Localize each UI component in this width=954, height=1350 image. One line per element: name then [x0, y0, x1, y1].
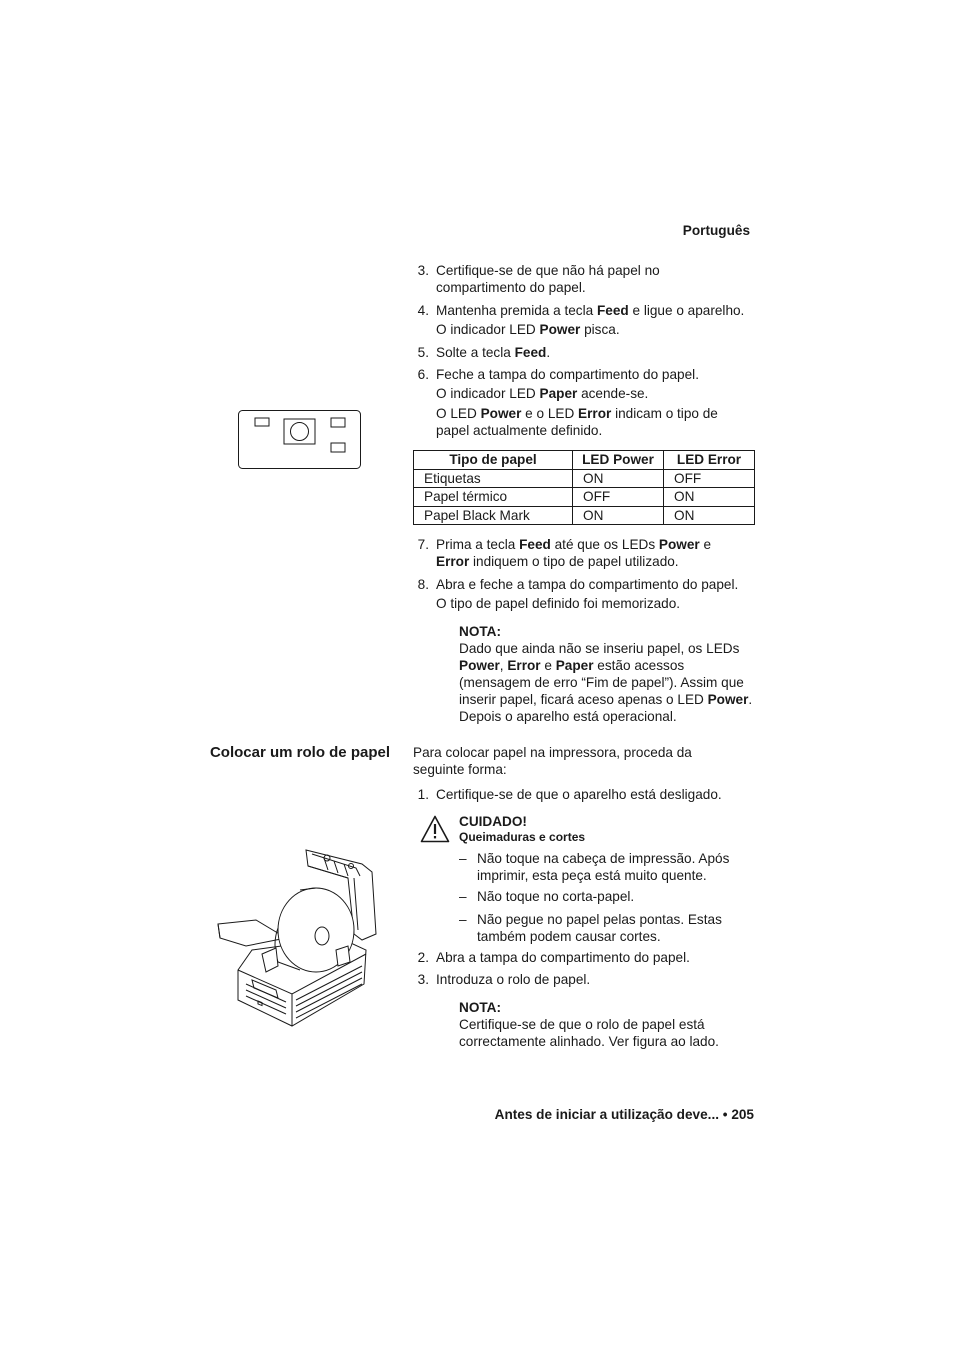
step-text: Mantenha premida a tecla Feed e ligue o aparelho. — [436, 303, 745, 318]
bold-term: Error — [507, 658, 541, 673]
step-text: Introduza o rolo de papel. — [436, 972, 591, 987]
table-row — [414, 469, 755, 488]
step-subtext: O indicador LED Power pisca. — [436, 322, 620, 337]
step-5 — [413, 344, 763, 361]
table-row — [414, 488, 755, 507]
table-cell: Papel Black Mark — [414, 506, 573, 525]
step-number: 1. — [417, 787, 429, 802]
warning-icon — [420, 815, 450, 843]
table-row — [414, 506, 755, 525]
step-8 — [413, 576, 763, 612]
step-4 — [413, 302, 763, 338]
dash-bullet: – — [459, 889, 467, 904]
table-header-row — [414, 451, 755, 470]
step-text: Abra e feche a tampa do compartimento do papel. — [436, 577, 739, 592]
step-text: Certifique-se de que não há papel no compartimento do papel. — [436, 263, 660, 295]
paper-type-table — [413, 450, 755, 525]
caution-item — [459, 888, 759, 905]
bold-term: Paper — [539, 386, 578, 401]
step-text: Prima a tecla Feed até que os LEDs Power e Error indiquem o tipo de papel utilizado. — [436, 537, 712, 569]
step-number: 6. — [417, 367, 429, 382]
caution-item-text: Não toque na cabeça de impressão. Após imprimir, esta peça está muito quente. — [477, 851, 730, 883]
step-7 — [413, 536, 763, 570]
step-subtext: O indicador LED Paper acende-se. — [436, 386, 649, 401]
caution-item-text: Não toque no corta-papel. — [477, 889, 635, 904]
bold-term: Power — [480, 406, 522, 421]
step-6 — [413, 366, 763, 439]
table-header: LED Error — [664, 451, 755, 470]
table-cell: ON — [664, 488, 755, 507]
step-text: Solte a tecla Feed. — [436, 345, 551, 360]
table-cell: ON — [664, 506, 755, 525]
led-panel-illustration — [238, 410, 362, 470]
section-title: Colocar um rolo de papel — [209, 744, 390, 761]
language-header: Português — [682, 223, 750, 238]
table-cell: OFF — [664, 469, 755, 488]
step-number: 2. — [417, 950, 429, 965]
step-text: Certifique-se de que o aparelho está desligado. — [436, 787, 722, 802]
note-title: NOTA: — [459, 1000, 502, 1015]
caution-block — [459, 813, 759, 845]
step-number: 5. — [417, 345, 429, 360]
step-text: Abra a tampa do compartimento do papel. — [436, 950, 690, 965]
step-text: Feche a tampa do compartimento do papel. — [436, 367, 699, 382]
bold-term: Feed — [519, 537, 551, 552]
table-cell: OFF — [573, 488, 664, 507]
table-header: Tipo de papel — [414, 451, 573, 470]
caution-title: CUIDADO! — [459, 814, 527, 829]
bold-term: Error — [436, 554, 470, 569]
dash-bullet: – — [459, 912, 467, 927]
bold-term: Paper — [555, 658, 594, 673]
bold-term: Power — [707, 692, 749, 707]
step-3-bottom — [413, 971, 763, 988]
page-footer: Antes de iniciar a utilização deve... • 205 — [494, 1107, 754, 1122]
step-subtext: O LED Power e o LED Error indicam o tipo de papel actualmente definido. — [436, 406, 718, 438]
bold-term: Power — [539, 322, 581, 337]
step-number: 7. — [417, 537, 429, 552]
step-1 — [413, 786, 763, 803]
step-subtext: O tipo de papel definido foi memorizado. — [436, 596, 681, 611]
step-number: 8. — [417, 577, 429, 592]
note-text: Certifique-se de que o rolo de papel está correctamente alinhado. Ver figura ao lado. — [459, 1017, 719, 1049]
table-cell: ON — [573, 469, 664, 488]
dash-bullet: – — [459, 851, 467, 866]
bold-term: Error — [578, 406, 612, 421]
note-title: NOTA: — [459, 624, 502, 639]
caution-item-text: Não pegue no papel pelas pontas. Estas também podem causar cortes. — [477, 912, 722, 944]
note-2 — [459, 999, 759, 1050]
printer-paper-roll-illustration — [216, 842, 384, 1028]
table-cell: Papel térmico — [414, 488, 573, 507]
step-number: 3. — [417, 263, 429, 278]
step-3 — [413, 262, 763, 296]
bold-term: Power — [658, 537, 700, 552]
section-intro: Para colocar papel na impressora, proceda da seguinte forma: — [413, 745, 692, 777]
step-number: 4. — [417, 303, 429, 318]
bold-term: Feed — [596, 303, 629, 318]
step-2 — [413, 949, 763, 966]
table-cell: Etiquetas — [414, 469, 573, 488]
caution-subtitle: Queimaduras e cortes — [459, 830, 586, 844]
table-header: LED Power — [573, 451, 664, 470]
table-cell: ON — [573, 506, 664, 525]
note-text: Dado que ainda não se inseriu papel, os LEDs Power, Error e Paper estão acessos (mensagem de erro “Fim de papel”). Assim que inserir papel, ficará aceso apenas o LED Power. Depois o aparelho está operacional. — [459, 641, 753, 724]
note-1 — [459, 623, 759, 725]
caution-item — [459, 850, 759, 884]
bold-term: Feed — [514, 345, 547, 360]
bold-term: Power — [459, 658, 500, 673]
step-number: 3. — [417, 972, 429, 987]
caution-item — [459, 911, 759, 945]
